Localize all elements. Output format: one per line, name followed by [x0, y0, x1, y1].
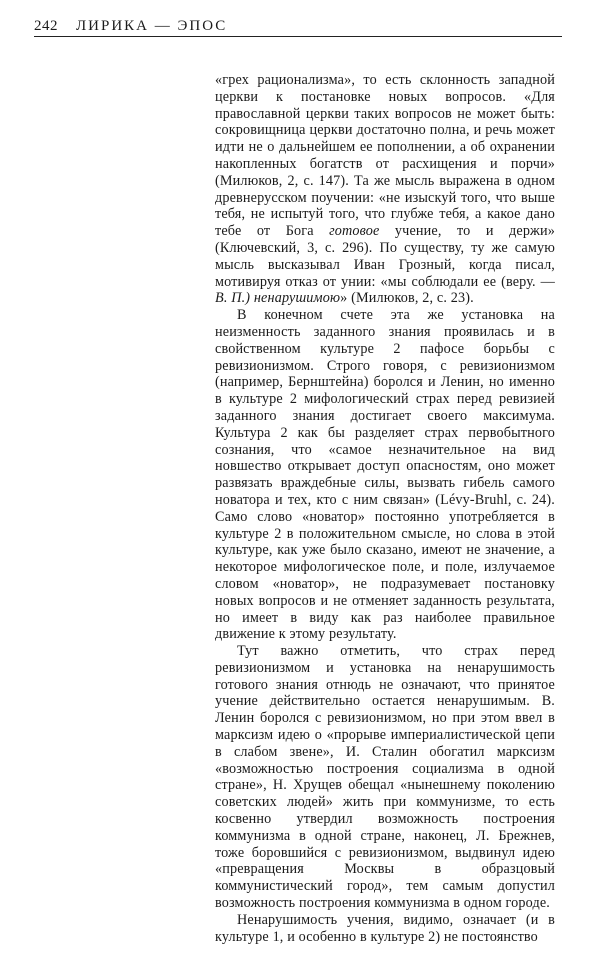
page-header: [34, 16, 562, 38]
paragraph-3: Тут важно отметить, что страх перед ревизионизмом и установка на ненарушимость готового знания отнюдь не означают, что принятое учение действительно остается ненарушимым. В. Ленин боролся с ревизионизмом, но при этом ввел в марксизм идею о «прорыве империалистической цепи в слабом звене», И. Сталин обогатил марксизм «возможностью построения социализма в одной стране», Н. Хрущев обещал «нынешнему поколению советских людей» жить при коммунизме, то есть косвенно утвердил возможность построения коммунизма в одной стране, наконец, Л. Брежнев, тоже боровшийся с ревизионизмом, выдвинул идею «превращения Москвы в образцовый коммунистический город», тем самым допустил возможность построения коммунизма в одном городе.: [215, 643, 555, 912]
paragraph-1: [215, 72, 555, 307]
italic-gotovoe: готовое: [329, 223, 380, 240]
body-text: [215, 72, 555, 945]
paragraph-1-text-a: «грех рационализма», то есть склонность западной церкви к постановке новых вопросов. «Для православной церкви таких вопросов не может быть: сокровищница церкви достаточно полна, и речь может идти не о дальнейшем ее пополнении, а об охранении накопленных богатств от расхищения и порчи» (Милюков, 2, с. 147). Та же мысль выражена в одном древнерусском поучении: «не изыскуй того, что выше тебя, не испытуй того, что глубже тебя, а какое дано тебе от Бога: [215, 72, 555, 240]
paragraph-1-text-c: » (Милюков, 2, с. 23).: [340, 290, 474, 307]
page-number: 242: [34, 18, 58, 34]
header-rule: [34, 36, 562, 37]
paragraph-1-text-b: учение, то и держи» (Ключевский, 3, с. 296). По существу, ту же самую мысль высказывал Иван Грозный, когда писал, мотивируя отказ от унии: «мы соблюдали ее (веру. —: [215, 223, 555, 290]
running-title: ЛИРИКА — ЭПОС: [76, 18, 228, 34]
paragraph-2: В конечном счете эта же установка на неизменность заданного знания проявилась и в свойственном культуре 2 пафосе борьбы с ревизионизмом. Строго говоря, с ревизионизмом (например, Бернштейна) боролся и Ленин, но именно в культуре 2 мифологический страх перед ревизией заданного знания достигает своего максимума. Культура 2 как бы разделяет страх первобытного сознания, что «самое незначительное на вид новшество открывает доступ опасностям, оно может развязать враждебные силы, вызвать гибель самого новатора и тех, кто с ним связан» (Lévy-Bruhl, с. 24). Само слово «новатор» постоянно употребляется в культуре 2 в положительном смысле, но слова в этой культуре, как уже было сказано, имеют не значение, а некоторое мифологическое поле, и поле, излучаемое словом «новатор», не подразумевает постановку новых вопросов и не отменяет заданность результата, но имеет в виду как раз наиболее правильное движение к этому результату.: [215, 307, 555, 643]
italic-nenarushimoyu: В. П.) ненарушимою: [215, 290, 341, 307]
paragraph-4: Ненарушимость учения, видимо, означает (и в культуре 1, и особенно в культуре 2) не постоянство: [215, 911, 555, 945]
